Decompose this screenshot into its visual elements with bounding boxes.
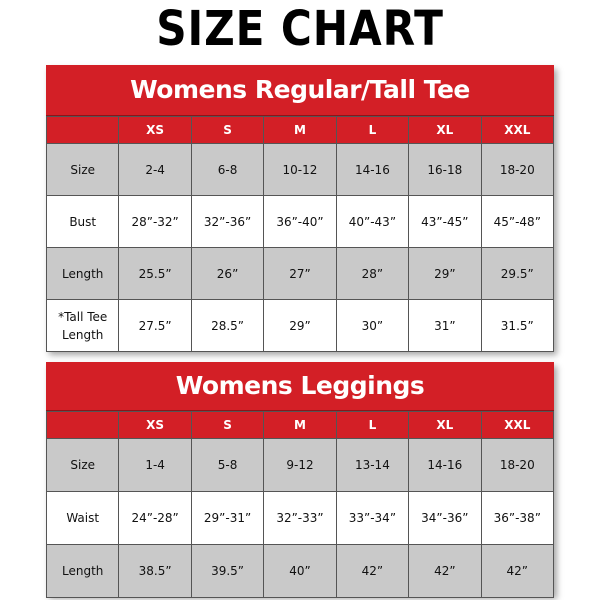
table-cell: 45”-48” [481, 196, 553, 248]
table-cell: 31” [409, 300, 481, 352]
size-header: XL [409, 412, 481, 439]
table-cell: 43”-45” [409, 196, 481, 248]
size-header: M [264, 117, 336, 144]
size-header: XS [119, 117, 191, 144]
size-header: L [336, 117, 408, 144]
table-cell: 29” [264, 300, 336, 352]
table-row [47, 196, 554, 248]
table-row [47, 248, 554, 300]
table-cell: 18-20 [481, 144, 553, 196]
table-cell: 29.5” [481, 248, 553, 300]
corner-cell [47, 412, 119, 439]
table-cell: 1-4 [119, 439, 191, 492]
table-cell: 40”-43” [336, 196, 408, 248]
table-row [47, 545, 554, 598]
size-header-row [47, 412, 554, 439]
table-cell: 34”-36” [409, 492, 481, 545]
size-header: XXL [481, 117, 553, 144]
row-label: *Tall Tee Length [47, 300, 119, 352]
table-cell: 31.5” [481, 300, 553, 352]
table-cell: 6-8 [191, 144, 263, 196]
table-cell: 2-4 [119, 144, 191, 196]
tee-size-chart [46, 65, 554, 351]
table-cell: 42” [336, 545, 408, 598]
row-label: Length [47, 545, 119, 598]
table-cell: 42” [409, 545, 481, 598]
table-cell: 42” [481, 545, 553, 598]
table-cell: 27.5” [119, 300, 191, 352]
size-table [46, 411, 554, 598]
table-cell: 32”-36” [191, 196, 263, 248]
table-row [47, 492, 554, 545]
table-cell: 13-14 [336, 439, 408, 492]
size-header: S [191, 117, 263, 144]
row-label: Size [47, 439, 119, 492]
table-cell: 36”-40” [264, 196, 336, 248]
table-cell: 29”-31” [191, 492, 263, 545]
table-cell: 38.5” [119, 545, 191, 598]
table-cell: 33”-34” [336, 492, 408, 545]
table-cell: 36”-38” [481, 492, 553, 545]
page-title: SIZE CHART [156, 1, 444, 57]
row-label: Length [47, 248, 119, 300]
table-cell: 30” [336, 300, 408, 352]
table-cell: 14-16 [409, 439, 481, 492]
size-header: S [191, 412, 263, 439]
table-row [47, 300, 554, 352]
size-header-row [47, 117, 554, 144]
chart-title: Womens Regular/Tall Tee [46, 65, 554, 116]
table-cell: 28.5” [191, 300, 263, 352]
table-cell: 39.5” [191, 545, 263, 598]
table-cell: 25.5” [119, 248, 191, 300]
row-label: Size [47, 144, 119, 196]
table-cell: 10-12 [264, 144, 336, 196]
size-header: XXL [481, 412, 553, 439]
table-cell: 32”-33” [264, 492, 336, 545]
table-cell: 26” [191, 248, 263, 300]
size-header: M [264, 412, 336, 439]
size-header: XS [119, 412, 191, 439]
row-label: Waist [47, 492, 119, 545]
table-row [47, 439, 554, 492]
table-cell: 28”-32” [119, 196, 191, 248]
size-table [46, 116, 554, 352]
size-header: L [336, 412, 408, 439]
chart-title: Womens Leggings [46, 362, 554, 411]
table-cell: 18-20 [481, 439, 553, 492]
row-label: Bust [47, 196, 119, 248]
size-header: XL [409, 117, 481, 144]
table-cell: 40” [264, 545, 336, 598]
table-cell: 16-18 [409, 144, 481, 196]
table-cell: 14-16 [336, 144, 408, 196]
table-cell: 27” [264, 248, 336, 300]
table-cell: 24”-28” [119, 492, 191, 545]
table-row [47, 144, 554, 196]
table-cell: 9-12 [264, 439, 336, 492]
table-cell: 29” [409, 248, 481, 300]
table-cell: 5-8 [191, 439, 263, 492]
leggings-size-chart [46, 362, 554, 595]
corner-cell [47, 117, 119, 144]
table-cell: 28” [336, 248, 408, 300]
